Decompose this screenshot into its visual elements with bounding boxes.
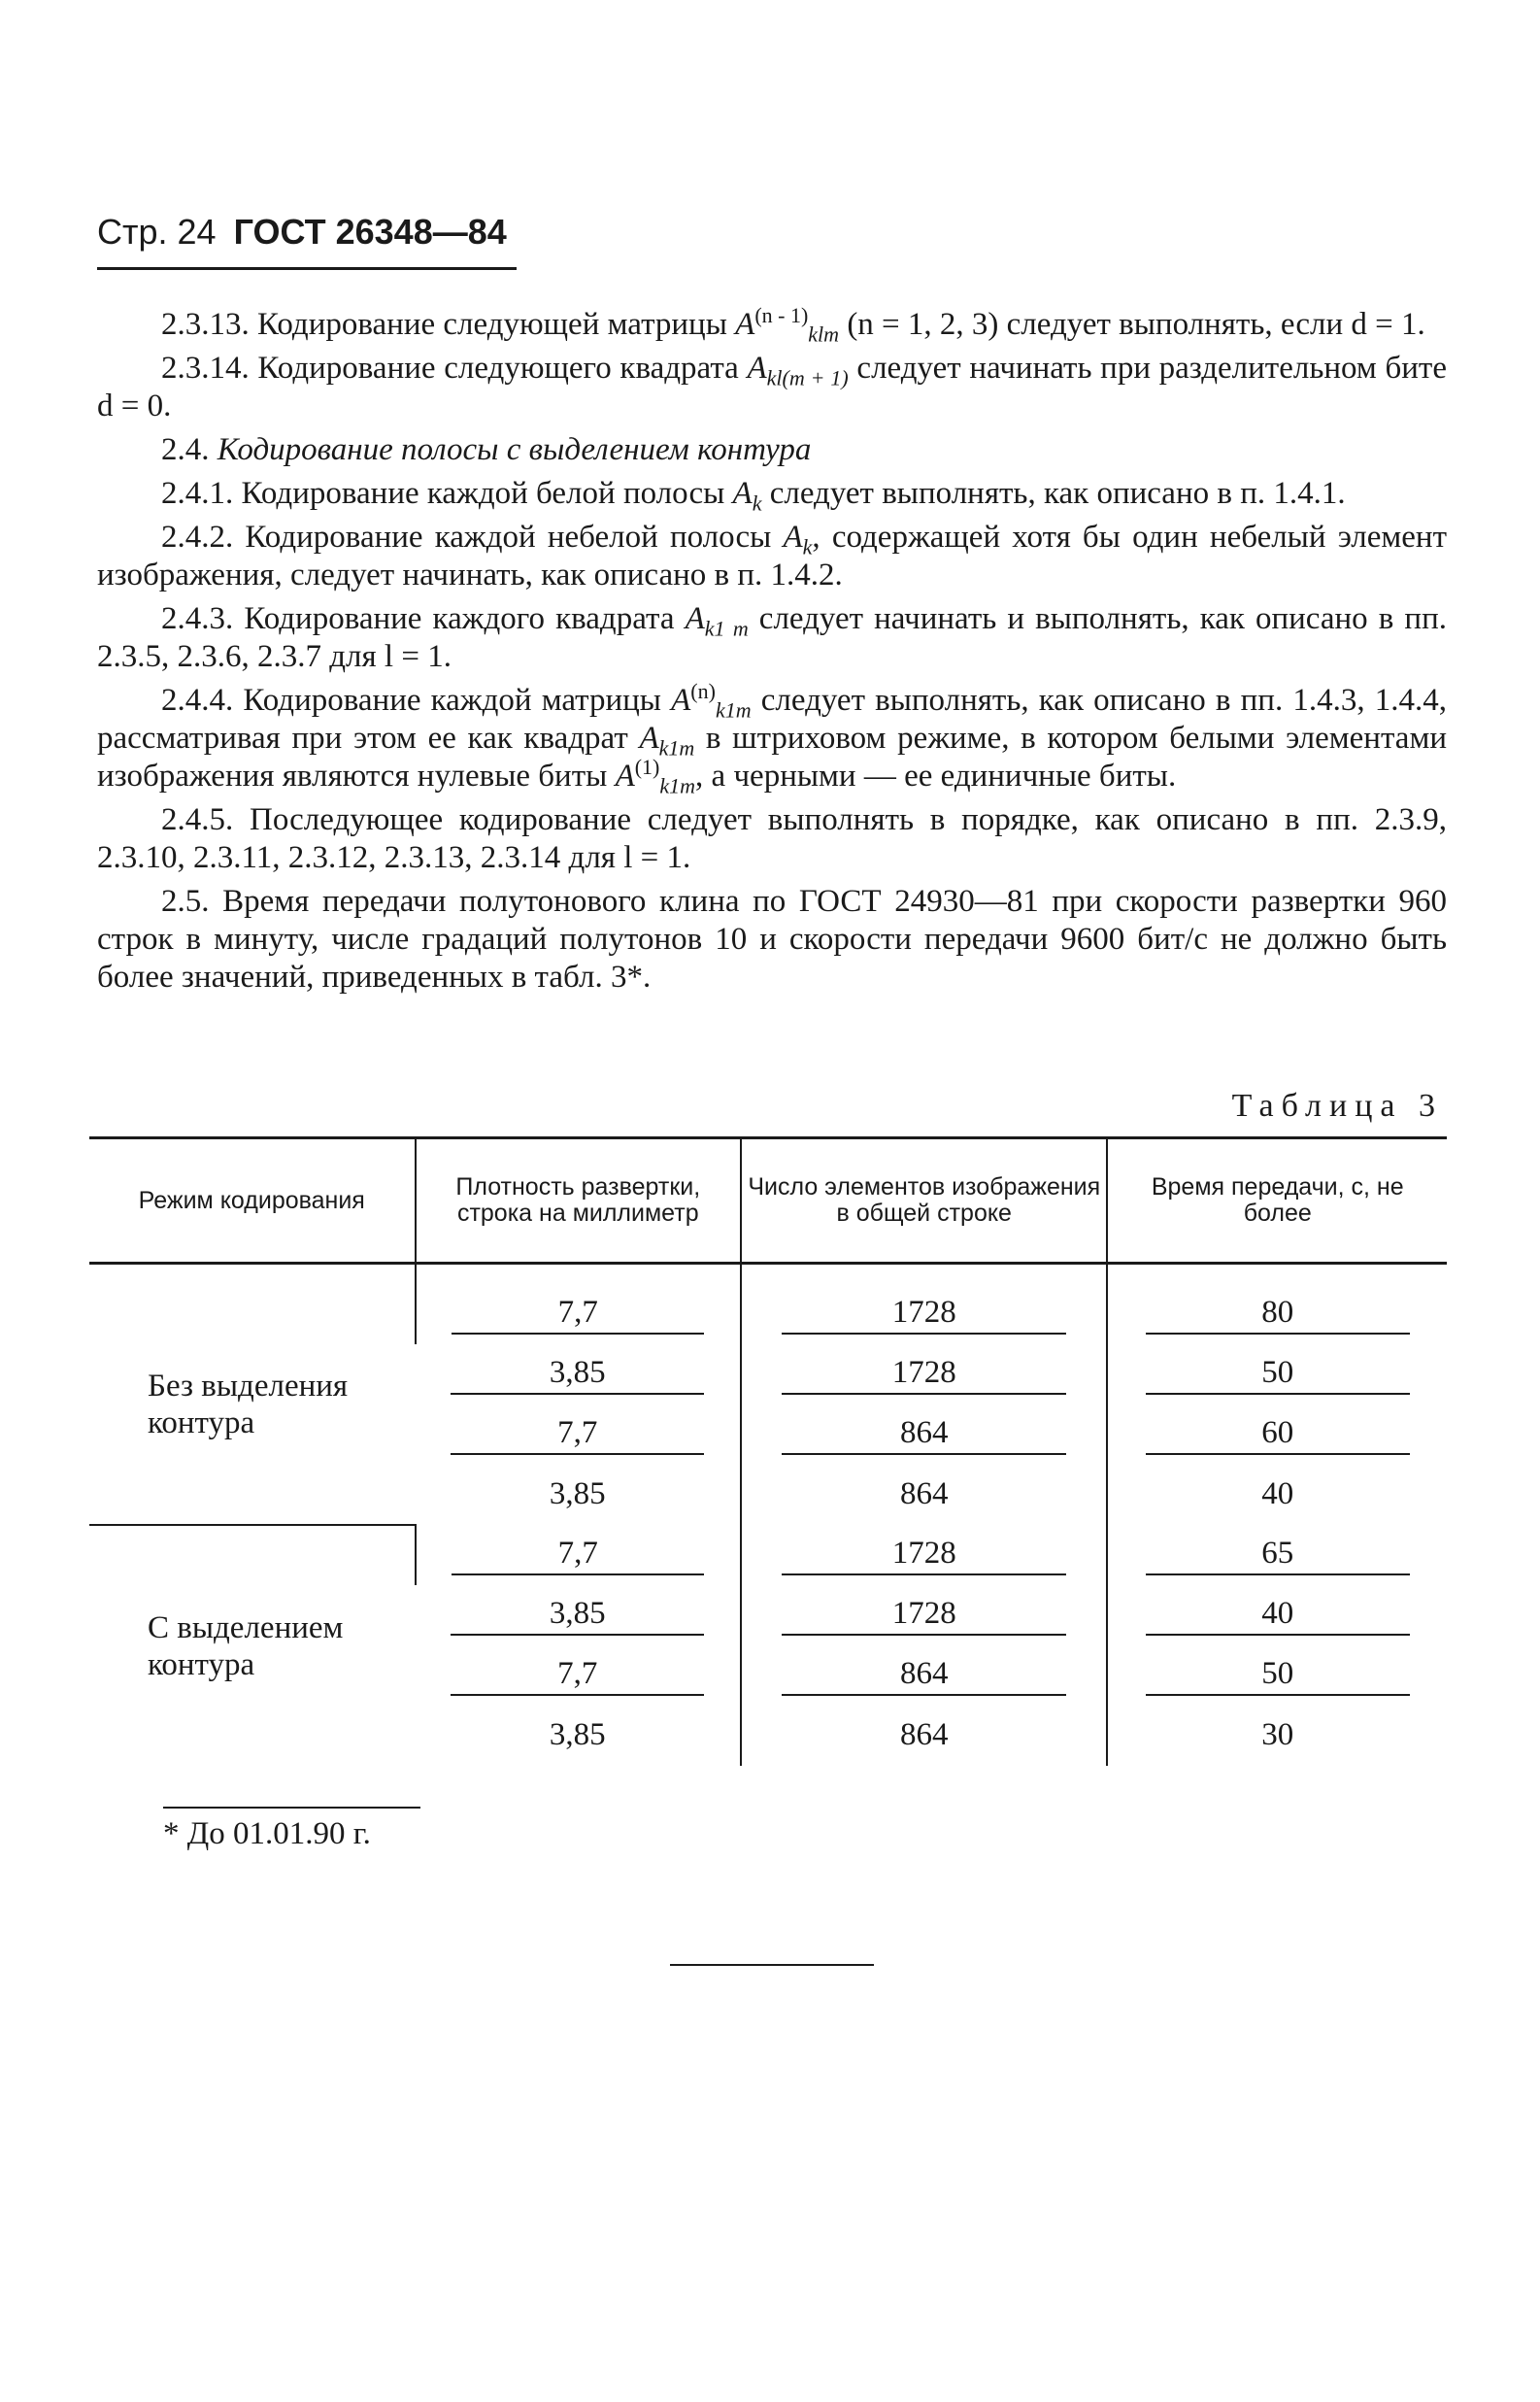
body-text <box>97 303 1447 1002</box>
cell-value: 3,85 <box>451 1355 704 1395</box>
cell-value: 864 <box>782 1656 1066 1696</box>
time-cell <box>1107 1404 1447 1465</box>
elements-cell <box>741 1585 1107 1645</box>
cell-value: 30 <box>1261 1716 1294 1752</box>
cell-value: 1728 <box>782 1295 1066 1335</box>
time-cell <box>1107 1645 1447 1706</box>
density-cell <box>416 1344 742 1404</box>
density-cell <box>416 1404 742 1465</box>
cell-value: 7,7 <box>451 1656 704 1696</box>
cell-value: 864 <box>900 1475 949 1511</box>
density-cell <box>416 1645 742 1706</box>
footnote-rule <box>163 1807 420 1809</box>
table-row <box>89 1525 1447 1585</box>
density-cell <box>416 1525 742 1585</box>
paragraph-2-4-5: 2.4.5. Последующее кодирование следует выполнять в порядке, как описано в пп. 2.3.9, 2.3.10, 2.3.11, 2.3.12, 2.3.13, 2.3.14 для l = 1. <box>97 802 1447 875</box>
elements-cell <box>741 1706 1107 1766</box>
header-elements: Число элементов изображения в общей строке <box>741 1138 1107 1264</box>
density-cell <box>416 1706 742 1766</box>
cell-value: 7,7 <box>451 1415 704 1455</box>
paragraph-2-4-3: 2.4.3. Кодирование каждого квадрата $A_{k1 m}$ следует начинать и выполнять, как описано в пп. 2.3.5, 2.3.6, 2.3.7 для l = 1. <box>97 601 1447 674</box>
paragraph-2-3-14: 2.3.14. Кодирование следующего квадрата $A_{kl(m + 1)}$ следует начинать при разделительном бите d = 0. <box>97 351 1447 423</box>
table-row <box>89 1264 1447 1345</box>
elements-cell <box>741 1465 1107 1525</box>
table-3 <box>89 1136 1447 1766</box>
density-cell <box>416 1264 742 1345</box>
cell-value: 864 <box>782 1415 1066 1455</box>
paragraph-2-4-2: 2.4.2. Кодирование каждой небелой полосы $A_k$, содержащей хотя бы один небелый элемент изображения, следует начинать, как описано в п. 1.4.2. <box>97 520 1447 592</box>
cell-value: 3,85 <box>549 1716 606 1752</box>
cell-value: 60 <box>1146 1415 1410 1455</box>
standard-code: ГОСТ 26348—84 <box>233 212 507 252</box>
coding-mode-cell: С выделением контура <box>148 1609 344 1682</box>
cell-value: 40 <box>1261 1475 1294 1511</box>
header-rule <box>97 267 517 270</box>
elements-cell <box>741 1264 1107 1345</box>
cell-value: 50 <box>1146 1355 1410 1395</box>
paragraph-2-3-13: 2.3.13. Кодирование следующей матрицы $A^{(n - 1)}_{klm}$ (n = 1, 2, 3) следует выполнять, если d = 1. <box>161 303 1425 347</box>
time-cell <box>1107 1344 1447 1404</box>
density-cell <box>416 1585 742 1645</box>
density-cell <box>416 1465 742 1525</box>
time-cell <box>1107 1264 1447 1345</box>
cell-value: 7,7 <box>452 1295 704 1335</box>
footnote: * До 01.01.90 г. <box>163 1816 371 1851</box>
paragraph-2-4-4: 2.4.4. Кодирование каждой матрицы $A^{(n)}_{k1m}$ следует выполнять, как описано в пп. 1.4.3, 1.4.4, рассматривая при этом ее как квадрат $A_{k1m}$ в штриховом режиме, в котором белыми элементами изображения являются нулевые биты $A^{(1)}_{k1m}$, а черными — ее единичные биты. <box>97 679 1447 798</box>
header-density: Плотность развертки, строка на миллиметр <box>416 1138 742 1264</box>
table-body <box>89 1264 1447 1767</box>
cell-value: 50 <box>1146 1656 1410 1696</box>
table-title: Таблица 3 <box>1231 1088 1443 1124</box>
elements-cell <box>741 1404 1107 1465</box>
cell-value: 1728 <box>782 1596 1066 1636</box>
page-number: Стр. 24 <box>97 212 217 252</box>
elements-cell <box>741 1344 1107 1404</box>
coding-mode-cell: Без выделения контура <box>89 1264 416 1526</box>
elements-cell <box>741 1645 1107 1706</box>
cell-value: 3,85 <box>451 1596 704 1636</box>
section-heading-2-4: 2.4. Кодирование полосы с выделением контура <box>161 432 812 467</box>
header-mode: Режим кодирования <box>89 1138 416 1264</box>
cell-value: 3,85 <box>549 1475 606 1511</box>
cell-value: 65 <box>1146 1536 1410 1575</box>
end-rule <box>670 1964 874 1966</box>
paragraph-2-4-1: 2.4.1. Кодирование каждой белой полосы $A_k$ следует выполнять, как описано в п. 1.4.1. <box>161 476 1346 516</box>
data-table <box>89 1136 1447 1766</box>
table-header-row <box>89 1138 1447 1264</box>
cell-value: 1728 <box>782 1355 1066 1395</box>
time-cell <box>1107 1525 1447 1585</box>
paragraph-2-5: 2.5. Время передачи полутонового клина по ГОСТ 24930—81 при скорости развертки 960 строк в минуту, числе градаций полутонов 10 и скорости передачи 9600 бит/с не должно быть более значений, приведенных в табл. 3*. <box>97 884 1447 995</box>
cell-value: 1728 <box>782 1536 1066 1575</box>
time-cell <box>1107 1706 1447 1766</box>
cell-value: 80 <box>1146 1295 1410 1335</box>
cell-value: 40 <box>1146 1596 1410 1636</box>
cell-value: 864 <box>900 1716 949 1752</box>
cell-value: 7,7 <box>452 1536 704 1575</box>
time-cell <box>1107 1585 1447 1645</box>
header-time: Время передачи, с, не более <box>1107 1138 1447 1264</box>
time-cell <box>1107 1465 1447 1525</box>
page-header <box>97 212 507 253</box>
elements-cell <box>741 1525 1107 1585</box>
